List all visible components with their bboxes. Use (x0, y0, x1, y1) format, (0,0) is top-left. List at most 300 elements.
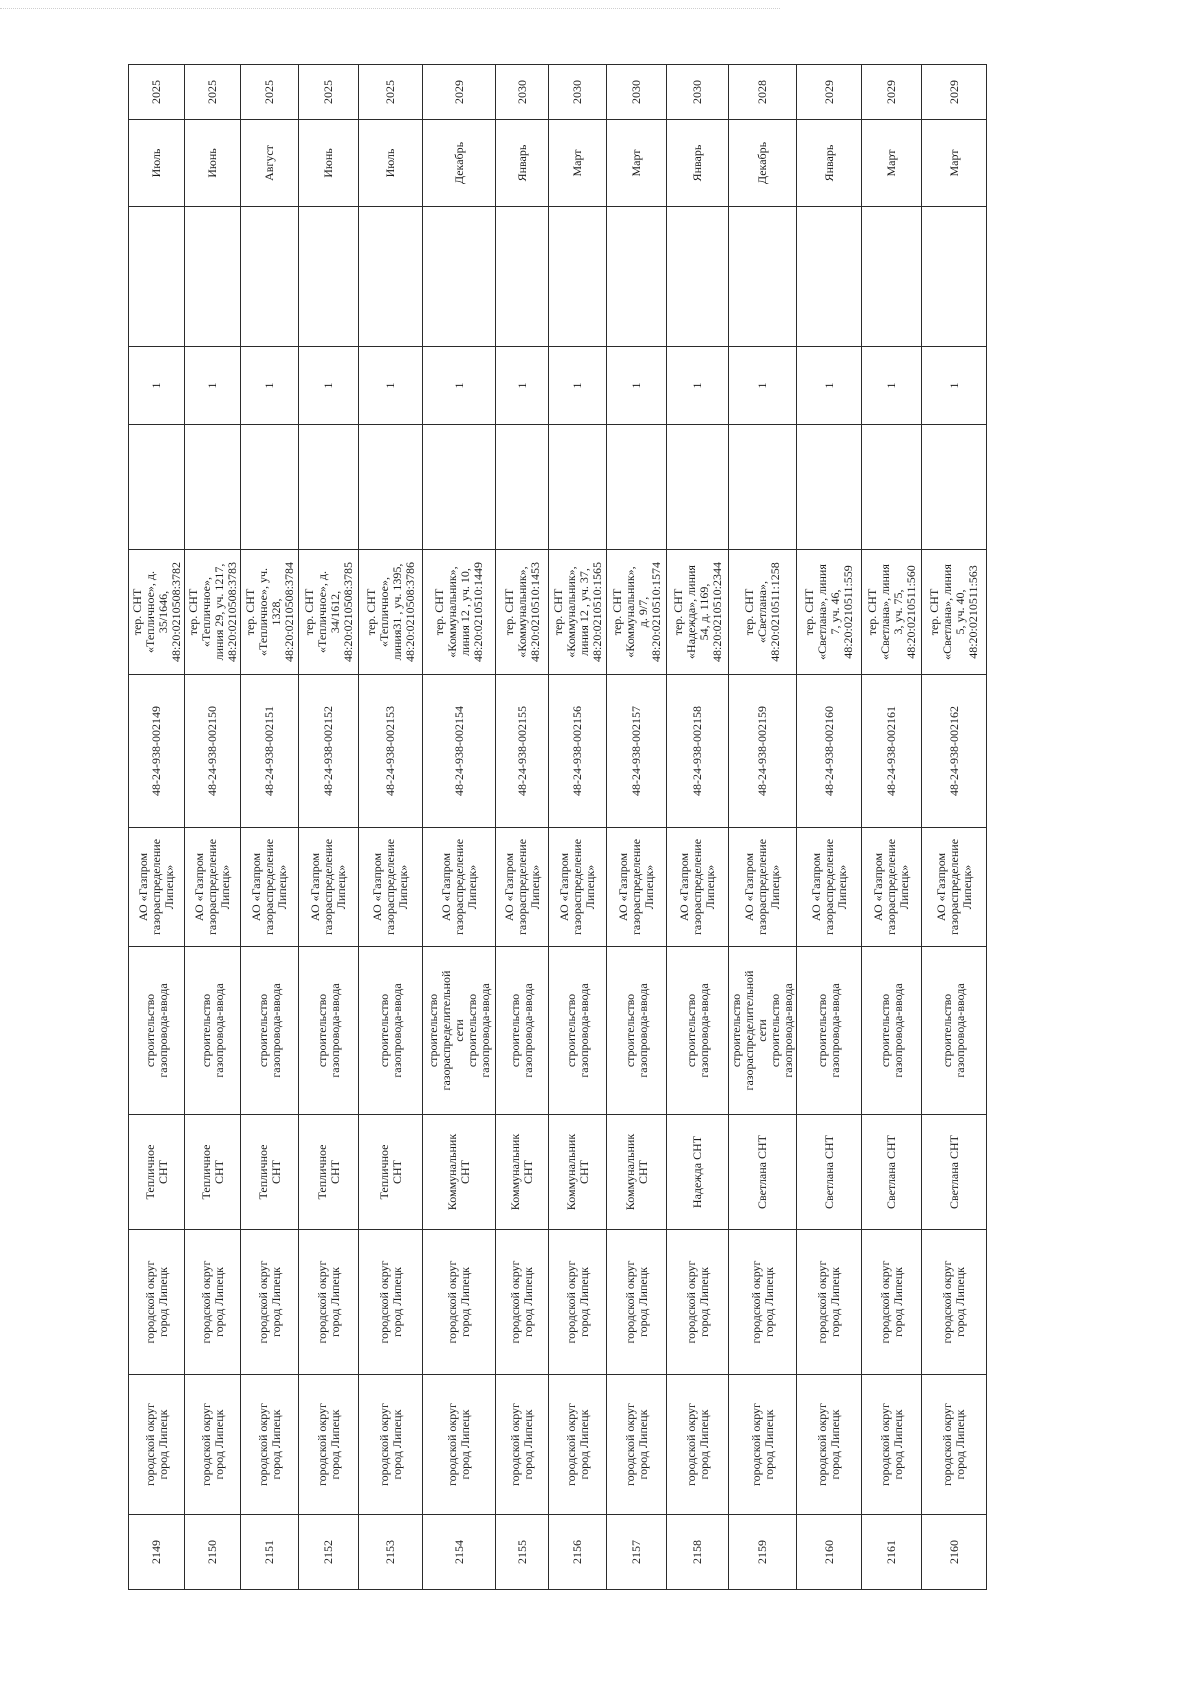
address-line: тер. СНТ (802, 588, 816, 636)
snt-text: Коммунальник СНТ (563, 1133, 591, 1211)
cell-empty (359, 207, 423, 347)
snt-text: Коммунальник СНТ (445, 1133, 472, 1211)
cell-count (862, 347, 922, 425)
address-line: тер. СНТ (742, 588, 756, 636)
cell-works (862, 947, 922, 1115)
cell-snt (241, 1115, 299, 1230)
count-text: 1 (946, 382, 961, 389)
cell-empty (549, 425, 607, 550)
locality-text: городской округ город Липецк (508, 1260, 535, 1344)
table-row (797, 65, 862, 1590)
locality-text: городской округ город Липецк (376, 1260, 404, 1344)
cell-works (922, 947, 987, 1115)
table-row (185, 65, 241, 1590)
organization-text: АО «Газпром газораспределение Липецк» (677, 838, 717, 936)
cell-empty (299, 207, 359, 347)
cell-snt (423, 1115, 496, 1230)
cell-row-number (496, 1515, 549, 1590)
snt-text: Тепличное СНТ (376, 1144, 404, 1200)
address-line: д. 9/7, (635, 596, 650, 628)
cell-works (299, 947, 359, 1115)
address-line: тер. СНТ (301, 588, 316, 636)
cell-code (185, 675, 241, 828)
cell-organization (496, 828, 549, 947)
cell-empty (423, 425, 496, 550)
district-text: городской округ город Липецк (508, 1403, 535, 1486)
cell-locality (607, 1230, 667, 1375)
address-line: тер. СНТ (550, 588, 565, 636)
cell-year (496, 65, 549, 120)
cell-snt (862, 1115, 922, 1230)
cell-code (423, 675, 496, 828)
cell-locality (299, 1230, 359, 1375)
locality-text: городской округ город Липецк (198, 1260, 226, 1344)
organization-text: АО «Газпром газораспределение Липецк» (370, 838, 410, 936)
month-text: Декабрь (755, 141, 769, 185)
row-number: 2160 (946, 1540, 961, 1564)
code-text: 48-24-938-002150 (205, 706, 219, 796)
district-text: городской округ город Липецк (142, 1403, 170, 1486)
district-text: городской округ город Липецк (445, 1403, 472, 1486)
cell-year (185, 65, 241, 120)
cell-count (607, 347, 667, 425)
cell-district (496, 1375, 549, 1515)
cell-code (241, 675, 299, 828)
code-text: 48-24-938-002158 (690, 706, 704, 796)
code-text: 48-24-938-002159 (755, 706, 769, 796)
address-line: «Надежда», линия (683, 565, 698, 659)
cell-locality (241, 1230, 299, 1375)
count-text: 1 (570, 382, 584, 389)
cell-organization (241, 828, 299, 947)
address-line: линия 29, уч. 1217, (211, 563, 226, 661)
cell-year (797, 65, 862, 120)
address-line: 48:20:0210508:3785 (340, 562, 355, 663)
count-text: 1 (821, 382, 836, 389)
work-item: строительство газораспределительной сети (425, 970, 466, 1091)
locality-text: городской округ город Липецк (142, 1260, 170, 1344)
cell-district (423, 1375, 496, 1515)
table-row (359, 65, 423, 1590)
cell-year (549, 65, 607, 120)
cell-locality (922, 1230, 987, 1375)
cell-row-number (607, 1515, 667, 1590)
row-number: 2149 (149, 1540, 163, 1564)
row-number: 2159 (755, 1540, 769, 1564)
address-line: «Светлана», линия (815, 564, 829, 660)
year-text: 2029 (451, 80, 466, 104)
code-text: 48-24-938-002149 (149, 706, 163, 796)
cell-code (862, 675, 922, 828)
cell-address (185, 550, 241, 675)
row-number: 2155 (514, 1540, 529, 1564)
organization-text: АО «Газпром газораспределение Липецк» (808, 838, 849, 936)
cell-empty (496, 207, 549, 347)
cell-address (729, 550, 797, 675)
locality-text: городской округ город Липецк (683, 1260, 711, 1344)
count-text: 1 (149, 382, 163, 389)
month-text: Январь (514, 144, 529, 182)
cell-empty (496, 425, 549, 550)
year-text: 2025 (383, 80, 397, 104)
cell-works (185, 947, 241, 1115)
organization-text: АО «Газпром газораспределение Липецк» (249, 838, 289, 936)
address-line: «Коммунальник», (622, 566, 637, 658)
work-item: строительство газопровода-ввода (622, 983, 650, 1078)
district-text: городской округ город Липецк (376, 1403, 404, 1486)
code-text: 48-24-938-002151 (262, 706, 276, 796)
work-item: строительство газопровода-ввода (940, 983, 967, 1078)
cell-month (607, 120, 667, 207)
table-row (299, 65, 359, 1590)
address-line: «Коммунальник», (445, 566, 459, 658)
locality-text: городской округ город Липецк (255, 1260, 283, 1344)
table-row (241, 65, 299, 1590)
code-text: 48-24-938-002160 (821, 706, 836, 796)
cell-snt (496, 1115, 549, 1230)
address-line: тер. СНТ (242, 588, 257, 636)
cell-year (299, 65, 359, 120)
cell-row-number (129, 1515, 185, 1590)
address-line: «Тепличное», (198, 577, 213, 647)
cell-address (299, 550, 359, 675)
cell-district (549, 1375, 607, 1515)
organization-text: АО «Газпром газораспределение Липецк» (616, 838, 656, 936)
cell-empty (862, 207, 922, 347)
row-number: 2154 (451, 1540, 466, 1564)
cell-code (922, 675, 987, 828)
organization-text: АО «Газпром газораспределение Липецк» (501, 838, 542, 936)
row-number: 2157 (629, 1540, 643, 1564)
address-line: 7, уч. 46, (828, 589, 842, 635)
address-line: 54, д. 1169, (696, 583, 711, 641)
cell-empty (667, 207, 729, 347)
address-line: 48:20:0210510:1449 (471, 562, 485, 663)
district-text: городской округ город Липецк (815, 1403, 842, 1486)
snt-text: Коммунальник СНТ (622, 1133, 650, 1211)
cell-snt (299, 1115, 359, 1230)
cell-snt (607, 1115, 667, 1230)
cell-snt (359, 1115, 423, 1230)
locality-text: городской округ город Липецк (563, 1260, 591, 1344)
month-text: Март (884, 149, 898, 177)
address-line: линия31 , уч. 1395, (389, 563, 404, 661)
work-item: строительство газопровода-ввода (255, 983, 283, 1078)
cell-locality (185, 1230, 241, 1375)
year-text: 2029 (884, 80, 898, 104)
cell-works (359, 947, 423, 1115)
row-number: 2161 (884, 1540, 898, 1564)
snt-text: Светлана СНТ (821, 1135, 836, 1209)
cell-organization (423, 828, 496, 947)
cell-snt (185, 1115, 241, 1230)
cell-month (667, 120, 729, 207)
address-line: 5, уч. 40, (953, 589, 967, 635)
count-text: 1 (629, 382, 643, 389)
code-text: 48-24-938-002152 (321, 706, 335, 796)
year-text: 2030 (514, 80, 529, 104)
year-text: 2030 (629, 80, 643, 104)
cell-year (241, 65, 299, 120)
year-text: 2025 (205, 80, 219, 104)
snt-text: Тепличное СНТ (142, 1144, 170, 1200)
cell-empty (607, 207, 667, 347)
row-number: 2151 (262, 1540, 276, 1564)
cell-works (496, 947, 549, 1115)
district-text: городской округ город Липецк (683, 1403, 711, 1486)
table-row (423, 65, 496, 1590)
cell-code (496, 675, 549, 828)
cell-month (185, 120, 241, 207)
cell-snt (922, 1115, 987, 1230)
cell-code (729, 675, 797, 828)
address-line: «Светлана», (755, 581, 769, 643)
cell-address (423, 550, 496, 675)
cell-address (359, 550, 423, 675)
snt-text: Коммунальник СНТ (508, 1133, 535, 1211)
year-text: 2025 (262, 80, 276, 104)
cell-code (359, 675, 423, 828)
month-text: Март (570, 149, 584, 177)
address-line: 48:20:0210510:1574 (648, 562, 663, 663)
cell-snt (129, 1115, 185, 1230)
cell-district (922, 1375, 987, 1515)
address-line: 48:20:0210508:3786 (402, 562, 417, 663)
row-number: 2158 (690, 1540, 704, 1564)
cell-works (797, 947, 862, 1115)
cell-code (549, 675, 607, 828)
count-text: 1 (262, 382, 276, 389)
month-text: Июнь (321, 148, 335, 178)
cell-locality (797, 1230, 862, 1375)
table-row (549, 65, 607, 1590)
month-text: Декабрь (451, 141, 466, 185)
locality-text: городской округ город Липецк (748, 1260, 776, 1344)
count-text: 1 (383, 382, 397, 389)
cell-address (549, 550, 607, 675)
cell-row-number (667, 1515, 729, 1590)
cell-district (667, 1375, 729, 1515)
month-text: Июнь (205, 148, 219, 178)
cell-address (607, 550, 667, 675)
address-line: тер. СНТ (363, 588, 378, 636)
snt-text: Надежда СНТ (690, 1135, 704, 1209)
rotated-table-sheet (128, 80, 985, 1590)
cell-organization (359, 828, 423, 947)
cell-count (423, 347, 496, 425)
cell-works (241, 947, 299, 1115)
district-text: городской округ город Липецк (314, 1403, 342, 1486)
month-text: Июль (383, 148, 397, 178)
cell-count (922, 347, 987, 425)
address-line: «Тепличное», д. (314, 570, 329, 654)
cell-empty (423, 207, 496, 347)
district-text: городской округ город Липецк (255, 1403, 283, 1486)
cell-row-number (359, 1515, 423, 1590)
code-text: 48-24-938-002156 (570, 706, 584, 796)
cell-year (423, 65, 496, 120)
district-text: городской округ город Липецк (748, 1403, 776, 1486)
cell-organization (862, 828, 922, 947)
count-text: 1 (884, 382, 898, 389)
cell-works (607, 947, 667, 1115)
cell-count (667, 347, 729, 425)
month-text: Март (629, 149, 643, 177)
address-line: тер. СНТ (185, 588, 200, 636)
address-line: 48:20:0210510:1565 (589, 562, 604, 663)
row-number: 2153 (383, 1540, 397, 1564)
code-text: 48-24-938-002157 (629, 706, 643, 796)
cell-count (359, 347, 423, 425)
cell-address (129, 550, 185, 675)
address-line: линия 12 , уч. 10, (458, 568, 472, 656)
cell-district (241, 1375, 299, 1515)
district-text: городской округ город Липецк (198, 1403, 226, 1486)
address-line: 48:20:0210510:1453 (527, 562, 542, 663)
cell-address (667, 550, 729, 675)
district-text: городской округ город Липецк (622, 1403, 650, 1486)
table-row (667, 65, 729, 1590)
cell-month (549, 120, 607, 207)
cell-count (797, 347, 862, 425)
address-line: «Светлана», линия (877, 564, 892, 660)
cell-empty (797, 425, 862, 550)
year-text: 2029 (946, 80, 961, 104)
cell-address (922, 550, 987, 675)
cell-year (129, 65, 185, 120)
cell-empty (359, 425, 423, 550)
work-item: строительство газопровода-ввода (142, 983, 170, 1078)
cell-empty (667, 425, 729, 550)
snt-text: Тепличное СНТ (255, 1144, 283, 1200)
code-text: 48-24-938-002154 (451, 706, 466, 796)
locality-text: городской округ город Липецк (445, 1260, 472, 1344)
code-text: 48-24-938-002161 (884, 706, 898, 796)
cell-month (797, 120, 862, 207)
work-item: строительство газопровода-ввода (563, 983, 591, 1078)
cell-district (359, 1375, 423, 1515)
table-row (607, 65, 667, 1590)
cell-locality (129, 1230, 185, 1375)
cell-snt (667, 1115, 729, 1230)
district-text: городской округ город Липецк (563, 1403, 591, 1486)
year-text: 2025 (321, 80, 335, 104)
table-row (922, 65, 987, 1590)
cell-month (496, 120, 549, 207)
count-text: 1 (514, 382, 529, 389)
work-item: строительство газопровода-ввода (815, 983, 842, 1078)
cell-row-number (797, 1515, 862, 1590)
cell-row-number (185, 1515, 241, 1590)
row-number: 2152 (321, 1540, 335, 1564)
cell-locality (729, 1230, 797, 1375)
address-line: «Тепличное», уч. (255, 568, 270, 656)
address-line: 48:20:0210510:2344 (709, 562, 724, 663)
cell-works (729, 947, 797, 1115)
cell-count (185, 347, 241, 425)
cell-works (667, 947, 729, 1115)
year-text: 2030 (690, 80, 704, 104)
address-line: 35/1646, (155, 590, 170, 634)
cell-year (922, 65, 987, 120)
cell-works (129, 947, 185, 1115)
cell-code (607, 675, 667, 828)
cell-address (241, 550, 299, 675)
address-line: тер. СНТ (432, 588, 446, 636)
organization-text: АО «Газпром газораспределение Липецк» (557, 838, 597, 936)
work-item: строительство газопровода-ввода (376, 983, 404, 1078)
organization-text: АО «Газпром газораспределение Липецк» (438, 838, 479, 936)
cell-empty (549, 207, 607, 347)
cell-month (922, 120, 987, 207)
year-text: 2030 (570, 80, 584, 104)
year-text: 2028 (755, 80, 769, 104)
locality-text: городской округ город Липецк (314, 1260, 342, 1344)
organization-text: АО «Газпром газораспределение Липецк» (871, 838, 911, 936)
cell-month (423, 120, 496, 207)
cell-address (496, 550, 549, 675)
work-item: строительство газопровода-ввода (768, 983, 795, 1078)
cell-district (129, 1375, 185, 1515)
count-text: 1 (451, 382, 466, 389)
cell-code (299, 675, 359, 828)
cell-locality (549, 1230, 607, 1375)
cell-works (549, 947, 607, 1115)
cell-empty (922, 425, 987, 550)
locality-text: городской округ город Липецк (815, 1260, 842, 1344)
address-line: «Светлана», линия (940, 564, 954, 660)
cell-year (667, 65, 729, 120)
address-line: тер. СНТ (609, 588, 624, 636)
cell-organization (729, 828, 797, 947)
organization-text: АО «Газпром газораспределение Липецк» (742, 838, 782, 936)
locality-text: городской округ город Липецк (940, 1260, 967, 1344)
month-text: Январь (690, 144, 704, 182)
year-text: 2029 (821, 80, 836, 104)
district-text: городской округ город Липецк (940, 1403, 967, 1486)
cell-empty (241, 207, 299, 347)
cell-empty (922, 207, 987, 347)
address-line: тер. СНТ (864, 588, 879, 636)
cell-locality (862, 1230, 922, 1375)
cell-empty (129, 425, 185, 550)
data-table (128, 64, 987, 1590)
cell-code (129, 675, 185, 828)
address-line: 3, уч. 75, (890, 589, 905, 635)
cell-empty (185, 207, 241, 347)
cell-empty (299, 425, 359, 550)
address-line: 1328, (268, 598, 283, 626)
address-line: «Тепличное», д. (142, 570, 157, 654)
count-text: 1 (321, 382, 335, 389)
cell-code (667, 675, 729, 828)
address-line: тер. СНТ (670, 588, 685, 636)
cell-locality (496, 1230, 549, 1375)
cell-year (607, 65, 667, 120)
table-row (729, 65, 797, 1590)
address-line: «Коммунальник», (514, 566, 529, 658)
cell-address (797, 550, 862, 675)
count-text: 1 (690, 382, 704, 389)
cell-organization (299, 828, 359, 947)
cell-count (549, 347, 607, 425)
cell-empty (797, 207, 862, 347)
cell-month (359, 120, 423, 207)
address-line: 48:20:0210511:563 (966, 565, 980, 659)
cell-row-number (862, 1515, 922, 1590)
address-line: тер. СНТ (129, 588, 144, 636)
cell-empty (129, 207, 185, 347)
